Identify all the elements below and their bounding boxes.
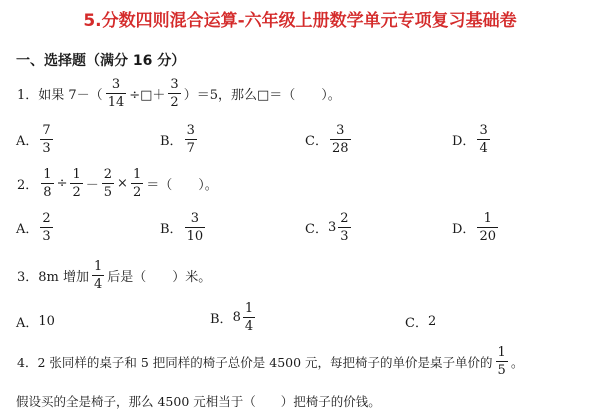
operator: － xyxy=(85,178,99,193)
q2-fraction-1 xyxy=(41,168,53,199)
q4-line-1-end: 。 xyxy=(510,356,524,371)
numerator: 2 xyxy=(42,211,51,226)
numerator: 2 xyxy=(103,167,113,182)
denominator: 14 xyxy=(107,95,125,110)
page-title: 5.分数四则混合运算-六年级上册数学单元专项复习基础卷 xyxy=(83,11,517,31)
denominator: 7 xyxy=(186,141,195,156)
q1-prefix: 1．如果 7－（ xyxy=(17,88,103,103)
numerator: 3 xyxy=(111,77,121,92)
q1-fraction-2 xyxy=(168,78,180,109)
numerator: 1 xyxy=(497,345,506,360)
numerator: 3 xyxy=(186,123,195,138)
numerator: 7 xyxy=(42,123,51,138)
denominator: 4 xyxy=(479,141,488,156)
q1-fraction-1 xyxy=(106,78,127,109)
q2-fraction-4 xyxy=(131,168,143,199)
option-value: 10 xyxy=(38,314,55,329)
q2-prefix: 2． xyxy=(17,178,39,193)
option-fraction xyxy=(477,124,489,155)
numerator: 1 xyxy=(72,167,81,182)
option-fraction xyxy=(185,212,206,243)
numerator: 3 xyxy=(336,123,345,138)
denominator: 8 xyxy=(43,185,52,200)
q1-option-a[interactable] xyxy=(16,124,55,155)
question-2 xyxy=(16,168,219,199)
option-fraction xyxy=(40,124,52,155)
numerator: 3 xyxy=(190,211,199,226)
q3-option-a[interactable] xyxy=(16,312,55,331)
denominator: 4 xyxy=(244,319,254,334)
option-label: A． xyxy=(16,134,39,149)
operator: × xyxy=(117,176,128,191)
q2-option-b[interactable] xyxy=(160,212,207,243)
q2-option-a[interactable] xyxy=(16,212,55,243)
q3-option-c[interactable] xyxy=(405,312,436,331)
q2-fraction-3 xyxy=(102,168,114,199)
q1-operator: ÷□＋ xyxy=(129,88,166,103)
q3-option-b[interactable] xyxy=(210,302,257,333)
option-label: C． xyxy=(405,316,428,331)
denominator: 2 xyxy=(170,95,179,110)
option-fraction xyxy=(330,124,351,155)
numerator: 1 xyxy=(94,259,103,274)
option-label: B． xyxy=(210,312,233,327)
option-label: A． xyxy=(16,316,39,331)
option-label: B． xyxy=(160,222,183,237)
denominator: 5 xyxy=(103,185,113,200)
q1-suffix: ）＝5，那么□＝（ ）。 xyxy=(183,88,341,103)
option-label: A． xyxy=(16,222,39,237)
q4-text-line-2: 假设买的全是椅子，那么 4500 元相当于（ ）把椅子的价钱。 xyxy=(16,394,381,409)
option-fraction xyxy=(40,212,52,243)
option-fraction xyxy=(477,212,498,243)
q1-option-b[interactable] xyxy=(160,124,199,155)
q2-option-c[interactable] xyxy=(305,212,353,243)
denominator: 4 xyxy=(94,277,103,292)
option-label: C． xyxy=(305,134,328,149)
numerator: 1 xyxy=(43,167,52,182)
denominator: 3 xyxy=(42,141,51,156)
option-fraction xyxy=(338,212,350,243)
numerator: 3 xyxy=(479,123,488,138)
q3-suffix: 后是（ ）米。 xyxy=(107,270,212,285)
q2-fraction-2 xyxy=(70,168,82,199)
operator: ÷ xyxy=(56,176,68,191)
denominator: 20 xyxy=(479,229,496,244)
denominator: 2 xyxy=(132,185,142,200)
option-label: D． xyxy=(452,222,476,237)
option-label: C． xyxy=(305,222,328,237)
option-fraction xyxy=(243,302,255,333)
option-mixed-number xyxy=(328,212,353,243)
option-value: 2 xyxy=(427,314,437,329)
numerator: 1 xyxy=(244,301,254,316)
q1-option-d[interactable] xyxy=(452,124,492,155)
question-3 xyxy=(16,260,212,291)
denominator: 3 xyxy=(340,229,349,244)
option-mixed-number xyxy=(233,302,258,333)
denominator: 2 xyxy=(72,185,81,200)
question-1 xyxy=(16,78,342,109)
whole-part: 8 xyxy=(232,310,241,325)
denominator: 28 xyxy=(331,141,349,156)
denominator: 10 xyxy=(186,229,204,244)
option-label: D． xyxy=(452,134,476,149)
option-fraction xyxy=(185,124,197,155)
q1-option-c[interactable] xyxy=(305,124,353,155)
q2-suffix: ＝（ ）。 xyxy=(146,178,218,193)
section-heading: 一、选择题（满分 16 分） xyxy=(16,53,186,69)
denominator: 3 xyxy=(42,229,51,244)
option-label: B． xyxy=(160,134,183,149)
q3-fraction-1 xyxy=(92,260,104,291)
question-4 xyxy=(16,346,525,377)
q2-option-d[interactable] xyxy=(452,212,500,243)
numerator: 1 xyxy=(132,167,142,182)
q4-fraction-1 xyxy=(496,346,508,377)
q3-prefix: 3．8m 增加 xyxy=(17,270,90,285)
denominator: 5 xyxy=(497,363,506,378)
q4-text-line-1: 4．2 张同样的桌子和 5 把同样的椅子总价是 4500 元，每把椅子的单价是桌子单价的 xyxy=(17,354,493,370)
numerator: 2 xyxy=(340,211,349,226)
whole-part: 3 xyxy=(327,220,337,235)
numerator: 1 xyxy=(483,211,492,226)
numerator: 3 xyxy=(170,77,179,92)
